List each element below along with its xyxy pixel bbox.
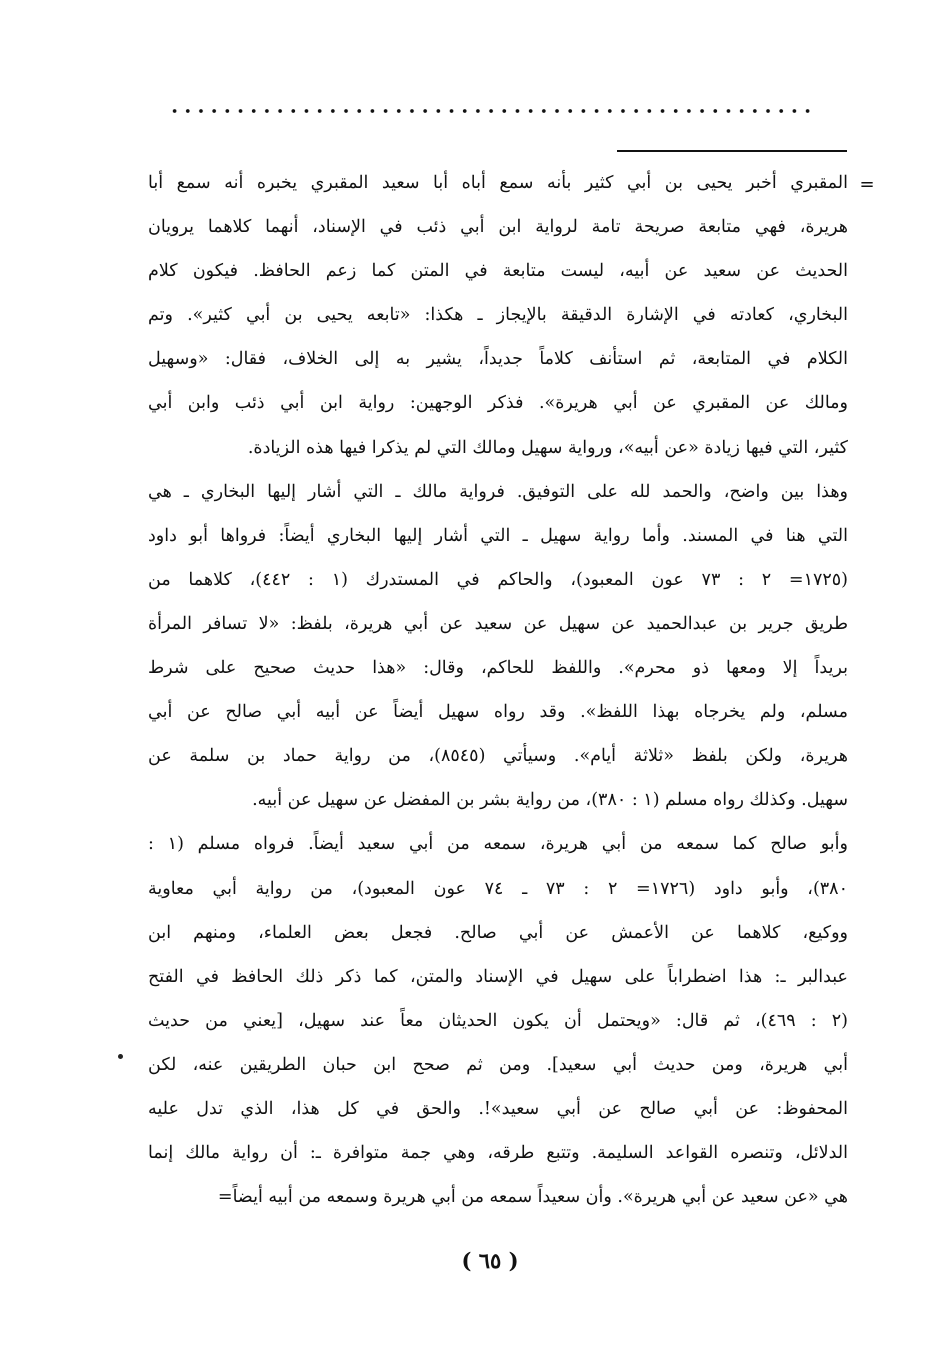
- dotted-separator: [168, 104, 818, 118]
- footnote-line: طريق جرير بن عبدالحميد عن سهيل عن سعيد عن أبي هريرة، بلفظ: «لا تسافر المرأة: [148, 613, 848, 634]
- footnote-line: الدلائل، وتنصره القواعد السليمة. وتتبع طرقه، وهي جمة متوافرة ـ: أن رواية مالك إنما: [148, 1143, 848, 1164]
- footnote-line: الكلام في المتابعة، ثم استأنف كلاماً جديداً، يشير به إلى الخلاف، فقال: «وسهيل: [148, 349, 848, 370]
- footnote-line: هي «عن سعيد عن أبي هريرة». وأن سعيداً سمعه من أبي هريرة وسمعه من أبيه أيضاً=: [217, 1187, 848, 1208]
- footnote-line: مسلم، ولم يخرجاه بهذا اللفظ». وقد رواه سهيل أيضاً عن أبيه أبي صالح عن أبي: [148, 702, 848, 723]
- footnote-line: كثير، التي فيها زيادة «عن أبيه»، ورواية سهيل ومالك التي لم يذكرا فيها هذه الزيادة.: [247, 437, 848, 458]
- footnote-line: وهذا بين واضح، والحمد لله على التوفيق. فرواية مالك ـ التي أشار إليها البخاري ـ هي: [148, 481, 848, 502]
- footnote-line: سهيل. وكذلك رواه مسلم (١ : ٣٨٠)، من رواية بشر بن المفضل عن سهيل عن أبيه.: [252, 790, 848, 811]
- footnote-line: هريرة، ولكن بلفظ «ثلاثة أيام». وسيأتي (٨٥٤٥)، من رواية حماد بن سلمة عن: [148, 746, 848, 767]
- footnote-line: ووكيع، كلاهما عن الأعمش عن أبي صالح. فجعل بعض العلماء، ومنهم ابن: [148, 922, 848, 943]
- footnote-line: وأبو صالح كما سمعه من أبي هريرة، سمعه من أبي سعيد أيضاً. فرواه مسلم (١ :: [148, 834, 848, 855]
- footnote-line: (١٧٢٥= ٢ : ٧٣ عون المعبود)، والحاكم في المستدرك (١ : ٤٤٢)، كلاهما من: [148, 569, 848, 590]
- footnote-continuation-mark: =: [859, 174, 875, 195]
- footnote-line: ٣٨٠)، وأبو داود (١٧٢٦= ٢ : ٧٣ ـ ٧٤ عون المعبود)، من رواية أبي معاوية: [148, 878, 848, 899]
- page-number: ( ٦٥ ): [461, 1248, 519, 1273]
- footnote-line: المقبري أخبر يحيى بن أبي كثير بأنه سمع أباه أبا سعيد المقبري يخبره أنه سمع أبا: [148, 173, 848, 193]
- footnote-line: التي هنا في المسند. وأما رواية سهيل ـ التي أشار إليها البخاري أيضاً: فرواها أبو داود: [148, 525, 848, 546]
- footnote-line: ومالك عن المقبري عن أبي هريرة». فذكر الوجهين: رواية ابن أبي ذئب وابن أبي: [148, 393, 848, 414]
- footnote-line: (٢ : ٤٦٩)، ثم قال: «ويحتمل أن يكون الحديثان معاً عند سهيل، [يعني من حديث: [148, 1010, 848, 1031]
- footnote-line: المحفوظ: عن أبي صالح عن أبي سعيد»!. والحق في كل هذا، الذي تدل عليه: [148, 1098, 848, 1119]
- footnote-line: الحديث عن سعيد عن أبيه، ليست متابعة في المتن كما زعم الحافظ. فيكون كلام: [148, 261, 848, 282]
- footnote-text: [148, 161, 848, 1221]
- footnote-line: أبي هريرة، ومن حديث أبي سعيد]. ومن ثم صحح ابن حبان الطريقين عنه، لكن: [148, 1054, 848, 1075]
- margin-mark: [118, 1054, 123, 1059]
- footnote-line: هريرة، فهي متابعة صريحة تامة لرواية ابن أبي ذئب في الإسناد، أنهما كلاهما يرويان: [148, 217, 848, 238]
- footnote-line: البخاري، كعادته في الإشارة الدقيقة بالإيجاز ـ هكذا: «تابعه يحيى بن أبي كثير». وتم: [148, 305, 848, 326]
- footnote-rule: [617, 150, 847, 152]
- footnote-line: بريداً إلا ومعها ذو محرم». واللفظ للحاكم، وقال: «هذا حديث صحيح على شرط: [148, 658, 848, 679]
- footnote-line: عبدالبر ـ: هذا اضطراباً على سهيل في الإسناد والمتن، كما ذكر ذلك الحافظ في الفتح: [148, 966, 848, 987]
